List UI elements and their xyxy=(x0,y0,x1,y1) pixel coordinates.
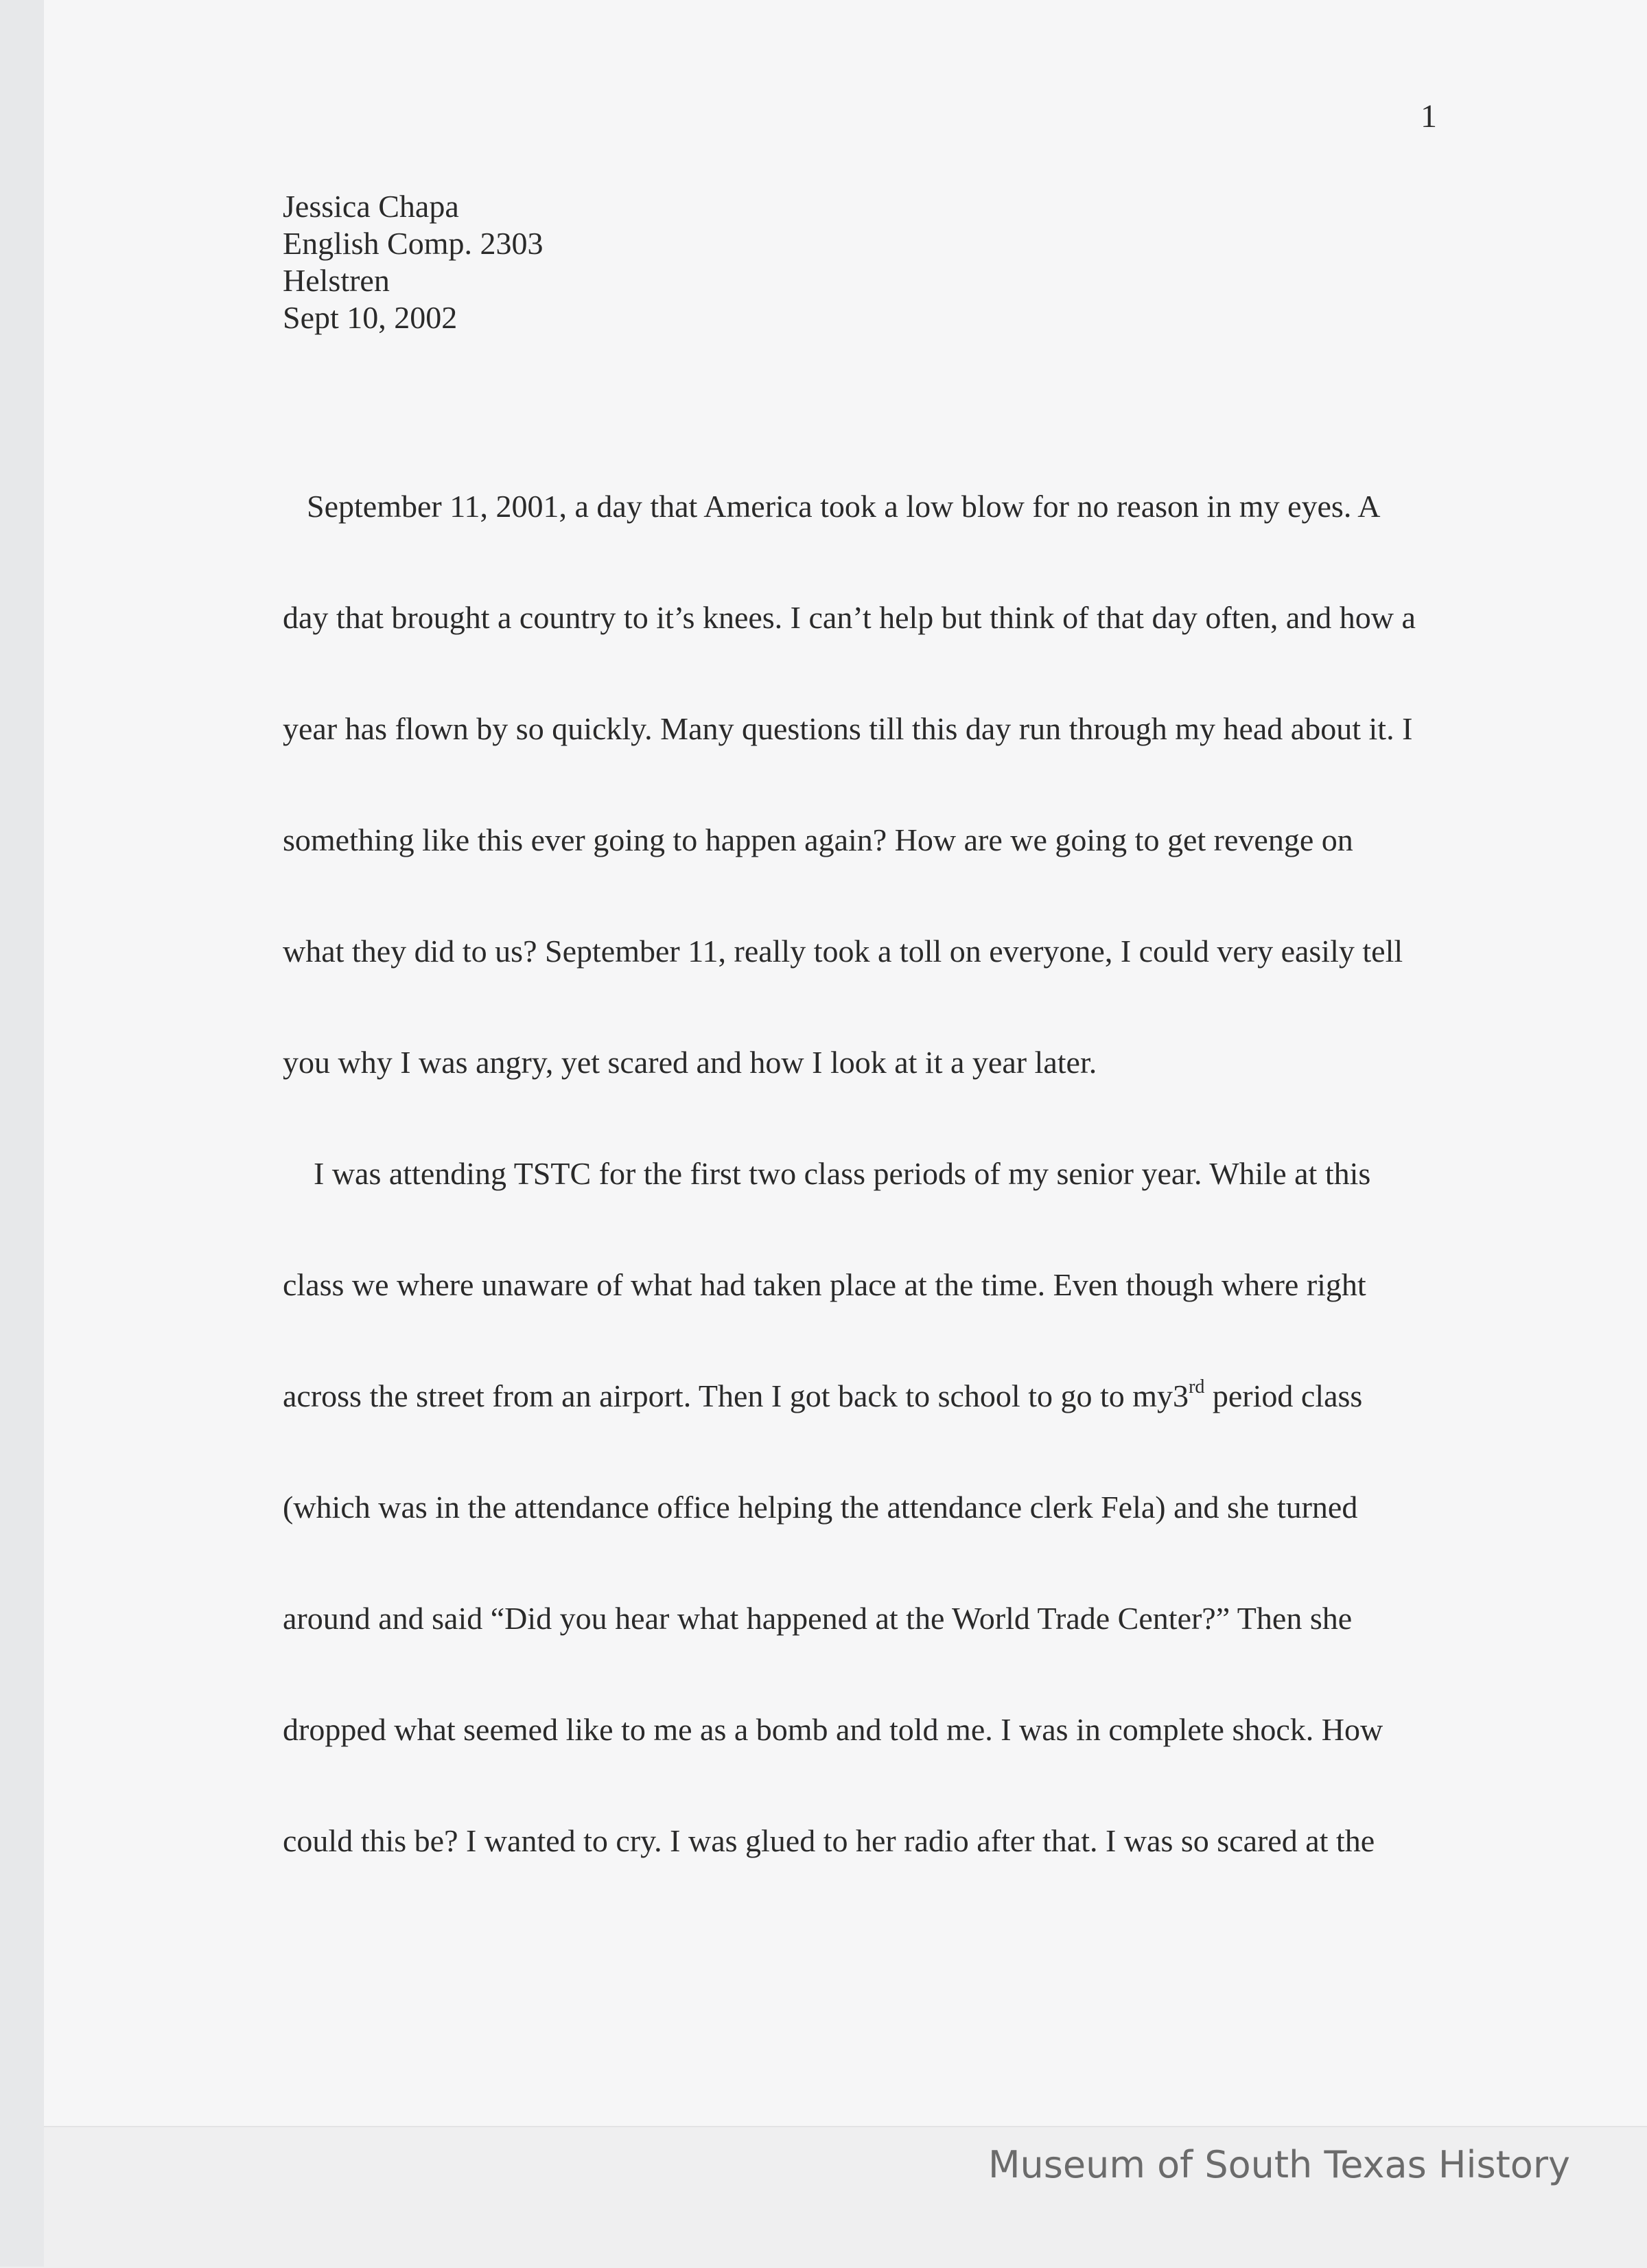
author-name: Jessica Chapa xyxy=(283,189,459,224)
essay-header xyxy=(283,188,900,336)
body-line-with-superscript xyxy=(283,1377,1449,1488)
instructor-name: Helstren xyxy=(283,263,390,298)
scan-left-edge xyxy=(0,0,44,2267)
body-line: something like this ever going to happen again? How are we going to get revenge on xyxy=(283,822,1353,857)
ordinal-superscript: rd xyxy=(1189,1376,1205,1398)
page-number: 1 xyxy=(1421,98,1437,135)
essay-body xyxy=(283,487,1449,1933)
body-line: dropped what seemed like to me as a bomb and told me. I was in complete shock. How xyxy=(283,1712,1383,1747)
body-line: you why I was angry, yet scared and how I look at it a year later. xyxy=(283,1045,1097,1080)
body-line: class we where unaware of what had taken place at the time. Even though where right xyxy=(283,1267,1366,1302)
course-name: English Comp. 2303 xyxy=(283,226,544,261)
body-line: what they did to us? September 11, really took a toll on everyone, I could very easily tell xyxy=(283,934,1403,969)
body-line: year has flown by so quickly. Many questions till this day run through my head about it. I xyxy=(283,711,1413,746)
museum-watermark: Museum of South Texas History xyxy=(988,2143,1570,2186)
body-line-end: period class xyxy=(1204,1378,1363,1413)
body-line: day that brought a country to it’s knees. I can’t help but think of that day often, and how a xyxy=(283,600,1416,635)
body-line: could this be? I wanted to cry. I was glued to her radio after that. I was so scared at the xyxy=(283,1823,1375,1858)
body-line-start: across the street from an airport. Then I got back to school to go to my3 xyxy=(283,1378,1189,1413)
essay-date: Sept 10, 2002 xyxy=(283,300,458,335)
body-line: (which was in the attendance office helping the attendance clerk Fela) and she turned xyxy=(283,1490,1358,1525)
body-line: around and said “Did you hear what happened at the World Trade Center?” Then she xyxy=(283,1601,1353,1636)
body-line: I was attending TSTC for the first two class periods of my senior year. While at this xyxy=(314,1156,1371,1191)
body-line: September 11, 2001, a day that America took a low blow for no reason in my eyes. A xyxy=(307,489,1381,524)
